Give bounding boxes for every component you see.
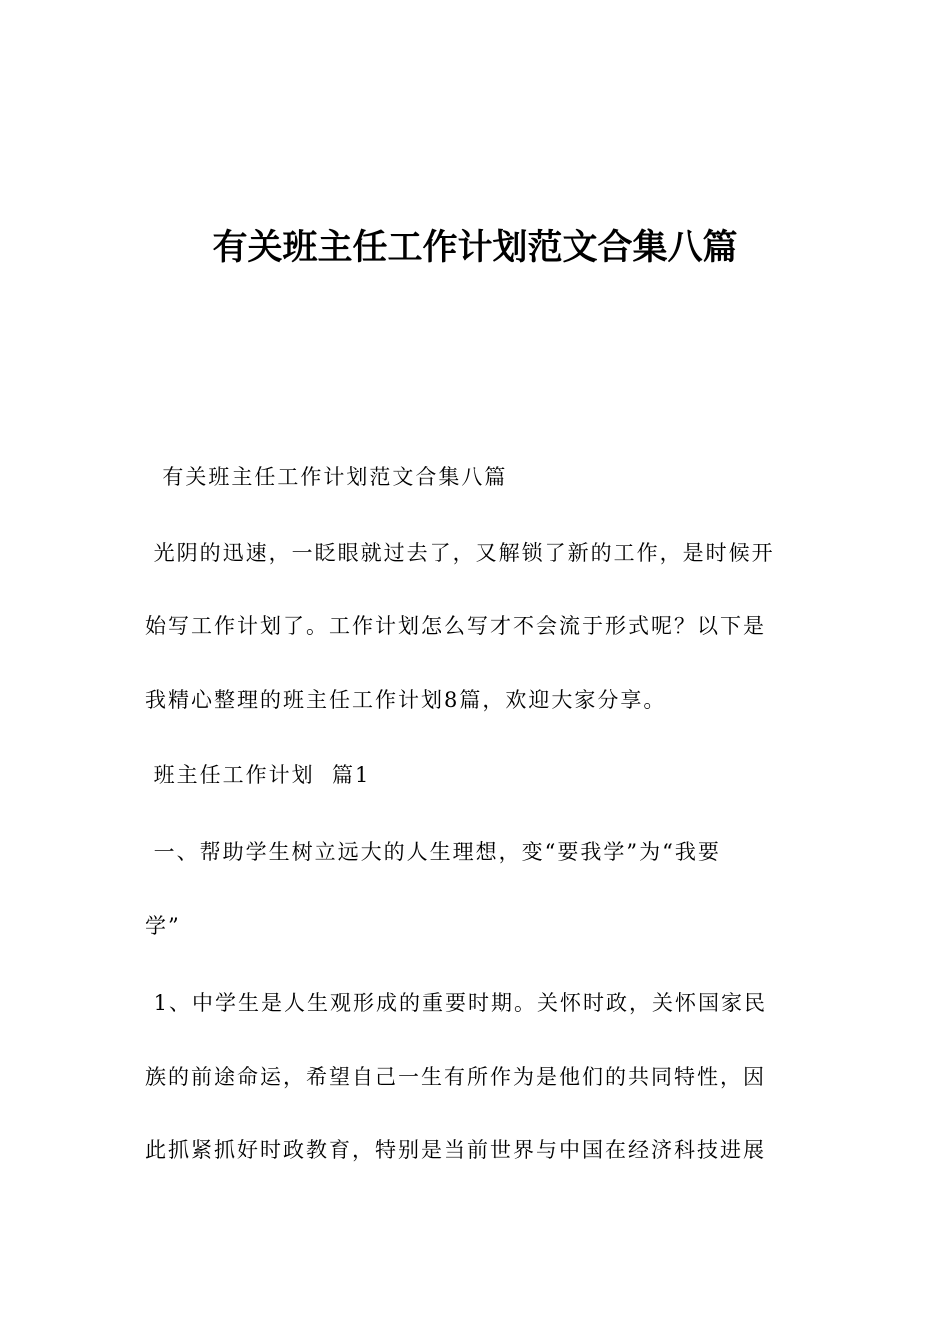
text-line: 1、中学生是人生观形成的重要时期。关怀时政，关怀国家民 — [145, 991, 768, 1015]
text-line: 始写工作计划了。工作计划怎么写才不会流于形式呢？以下是 — [145, 614, 766, 638]
text-line: 一、帮助学生树立远大的人生理想，变“要我学”为“我要 — [145, 840, 721, 864]
text-line: 班主任工作计划 篇1 — [145, 763, 371, 787]
text-line: 此抓紧抓好时政教育，特别是当前世界与中国在经济科技进展 — [145, 1138, 766, 1162]
text-line: 我精心整理的班主任工作计划8篇，欢迎大家分享。 — [145, 688, 667, 712]
text-line: 光阴的迅速，一眨眼就过去了，又解锁了新的工作，是时候开 — [145, 541, 775, 565]
document-title: 有关班主任工作计划范文合集八篇 — [212, 228, 738, 268]
text-line: 学” — [145, 914, 181, 938]
text-line: 有关班主任工作计划范文合集八篇 — [145, 465, 508, 489]
text-line: 族的前途命运，希望自己一生有所作为是他们的共同特性，因 — [145, 1065, 766, 1089]
